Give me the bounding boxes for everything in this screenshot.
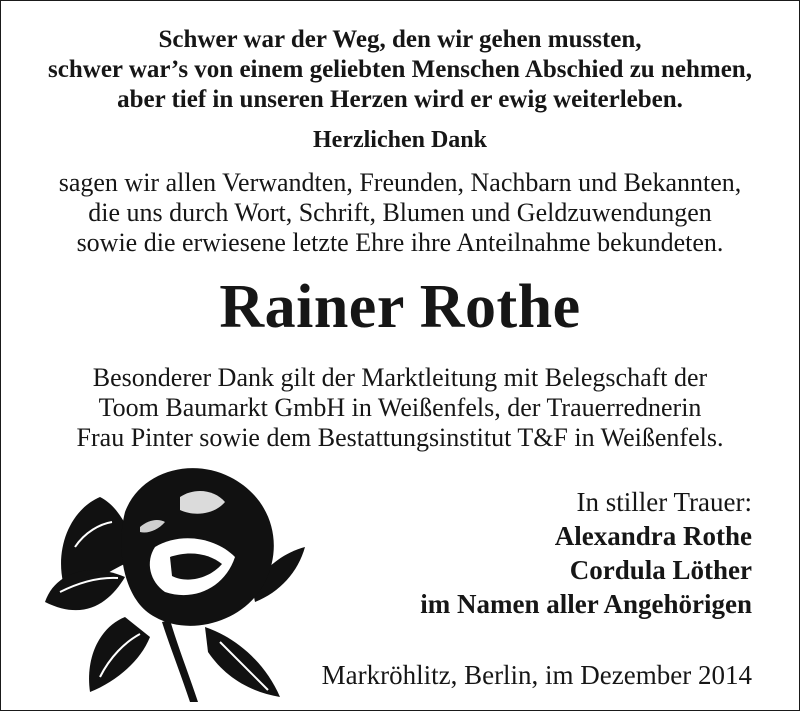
- deceased-name: Rainer Rothe: [219, 273, 581, 341]
- thanks-line-2: die uns durch Wort, Schrift, Blumen und Geldzuwendungen: [88, 198, 712, 227]
- mourner-name-3: im Namen aller Angehörigen: [420, 589, 752, 619]
- place-date: Markröhlitz, Berlin, im Dezember 2014: [321, 660, 752, 690]
- poem-line-2: schwer war’s von einem geliebten Menschen Abschied zu nehmen,: [48, 56, 752, 83]
- mourner-name-2: Cordula Löther: [569, 555, 752, 585]
- special-thanks-line-1: Besonderer Dank gilt der Marktleitung mit Belegschaft der: [92, 363, 708, 392]
- special-thanks-line-2: Toom Baumarkt GmbH in Weißenfels, der Trauerrednerin: [98, 393, 702, 422]
- poem-line-1: Schwer war der Weg, den wir gehen mussten,: [158, 26, 642, 53]
- mourners-intro: In stiller Trauer:: [576, 487, 752, 517]
- rose-illustration: [30, 452, 310, 704]
- thanks-line-1: sagen wir allen Verwandten, Freunden, Nachbarn und Bekannten,: [58, 168, 742, 197]
- thanks-heading: Herzlichen Dank: [313, 127, 487, 153]
- thanks-line-3: sowie die erwiesene letzte Ehre ihre Anteilnahme bekundeten.: [76, 228, 724, 257]
- poem-line-3: aber tief in unseren Herzen wird er ewig weiterleben.: [117, 86, 683, 113]
- special-thanks-line-3: Frau Pinter sowie dem Bestattungsinstitut T&F in Weißenfels.: [76, 423, 724, 452]
- mourner-name-1: Alexandra Rothe: [554, 521, 752, 551]
